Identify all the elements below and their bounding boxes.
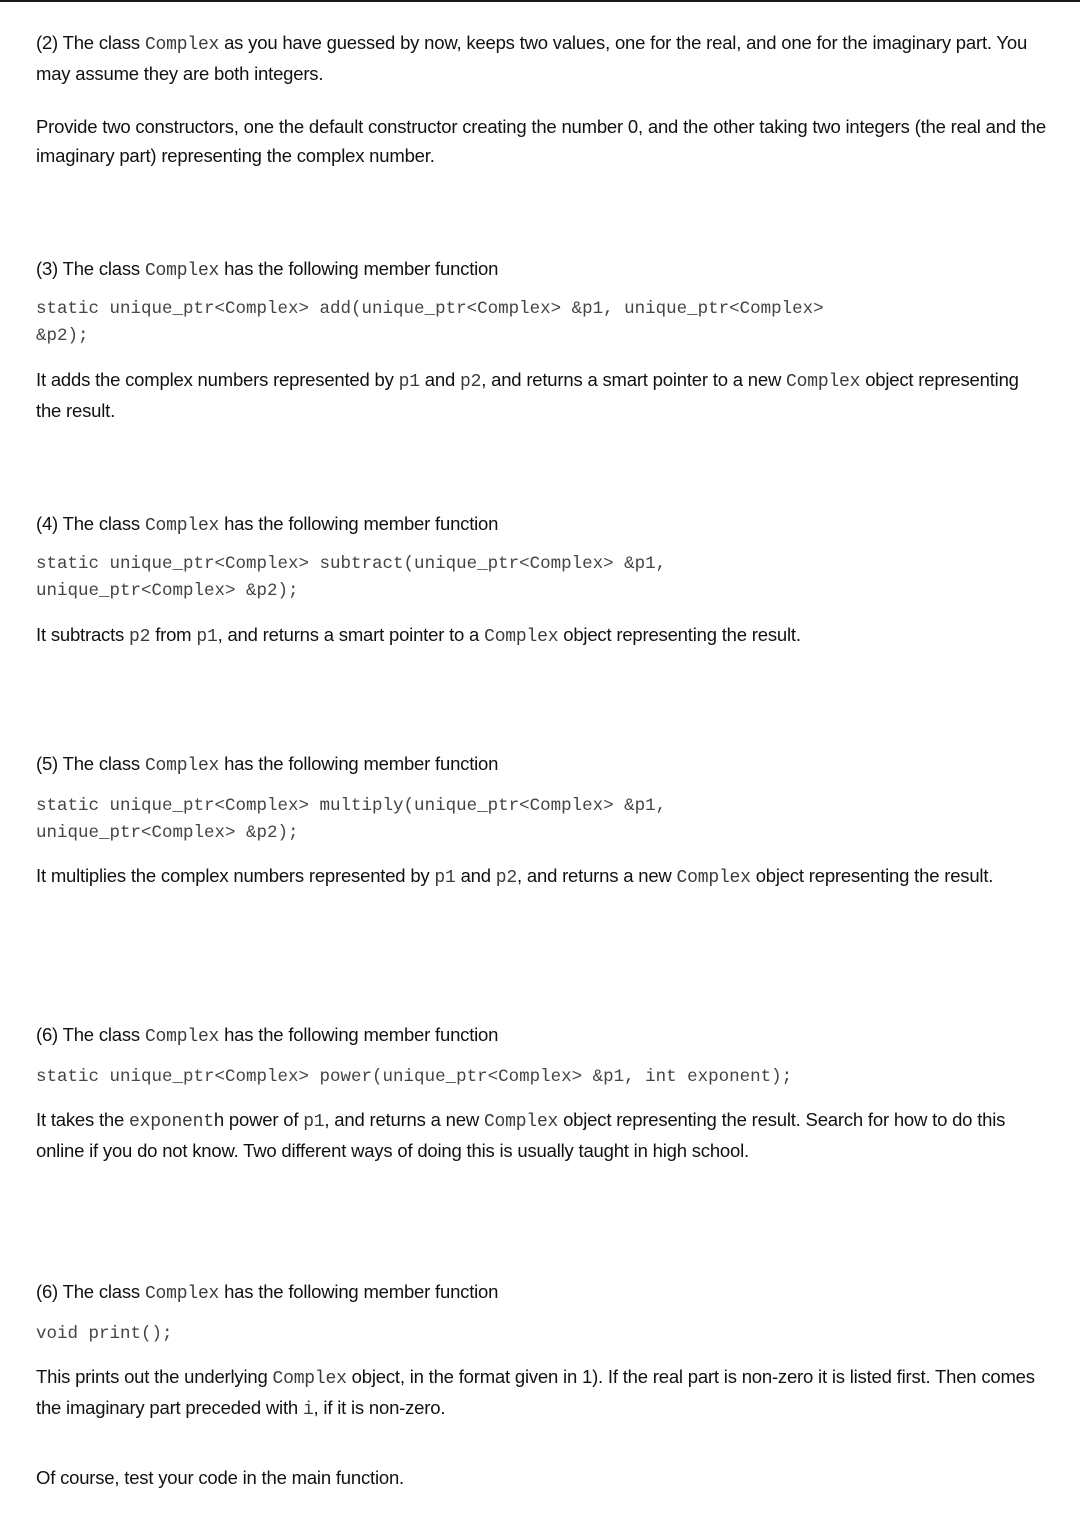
inline-code: Complex bbox=[484, 627, 559, 647]
section-4-signature: static unique_ptr<Complex> subtract(unique_ptr<Complex> &p1, unique_ptr<Complex> &p2); bbox=[36, 554, 667, 601]
inline-code: Complex bbox=[676, 868, 751, 888]
inline-code: Complex bbox=[483, 1112, 559, 1132]
section-6b-description: This prints out the underlying Complex object, in the format given in 1). If the real part is non-zero it is listed first. Then comes the imaginary part preceded with i, if it is non-zero. bbox=[36, 1366, 1035, 1420]
section-3-heading: (3) The class Complex has the following member function bbox=[36, 258, 499, 281]
section-3-description: It adds the complex numbers represented by p1 and p2, and returns a smart pointer to a new Complex object representing the result. bbox=[36, 369, 1019, 421]
section-2-constructors: Provide two constructors, one the default constructor creating the number 0, and the other taking two integers (the real and the imaginary part) representing the complex number. bbox=[36, 116, 1046, 166]
inline-code: Complex bbox=[144, 756, 220, 776]
top-rule bbox=[0, 0, 1080, 2]
inline-code: exponent bbox=[129, 1112, 214, 1132]
inline-code: Complex bbox=[144, 261, 220, 281]
inline-code: Complex bbox=[144, 516, 220, 536]
section-6b-signature: void print(); bbox=[36, 1324, 173, 1344]
section-2-intro: (2) The class Complex as you have guessed by now, keeps two values, one for the real, and one for the imaginary part. You may assume they are both integers. bbox=[36, 32, 1028, 84]
section-4-heading: (4) The class Complex has the following member function bbox=[36, 513, 499, 536]
inline-code: p1 bbox=[196, 627, 218, 647]
inline-code: p2 bbox=[460, 372, 482, 392]
inline-code: p2 bbox=[495, 868, 518, 888]
section-6b-heading: (6) The class Complex has the following member function bbox=[36, 1281, 499, 1304]
section-3-signature: static unique_ptr<Complex> add(unique_ptr<Complex> &p1, unique_ptr<Complex> &p2); bbox=[36, 299, 824, 346]
section-6a-heading: (6) The class Complex has the following member function bbox=[36, 1024, 499, 1047]
section-5-signature: static unique_ptr<Complex> multiply(unique_ptr<Complex> &p1, unique_ptr<Complex> &p2); bbox=[36, 796, 667, 843]
section-5-heading: (5) The class Complex has the following member function bbox=[36, 753, 499, 776]
section-5-description: It multiplies the complex numbers represented by p1 and p2, and returns a new Complex object representing the result. bbox=[36, 865, 994, 888]
inline-code: Complex bbox=[144, 1284, 220, 1304]
section-6a-description: It takes the exponenth power of p1, and returns a new Complex object representing the result. Search for how to do this online if you do not know. Two different ways of doing this is usually taught in high school. bbox=[36, 1109, 1006, 1161]
inline-code: p2 bbox=[129, 627, 151, 647]
inline-code: Complex bbox=[144, 1027, 220, 1047]
inline-code: p1 bbox=[398, 372, 420, 392]
inline-code: i bbox=[302, 1399, 314, 1420]
inline-code: Complex bbox=[144, 35, 220, 55]
inline-code: Complex bbox=[786, 372, 861, 392]
inline-code: Complex bbox=[272, 1369, 347, 1389]
closing-note: Of course, test your code in the main function. bbox=[36, 1467, 404, 1488]
inline-code: p1 bbox=[434, 868, 456, 888]
section-6a-signature: static unique_ptr<Complex> power(unique_ptr<Complex> &p1, int exponent); bbox=[36, 1067, 793, 1087]
section-4-description: It subtracts p2 from p1, and returns a smart pointer to a Complex object representing the result. bbox=[36, 624, 801, 647]
inline-code: p1 bbox=[303, 1112, 325, 1132]
